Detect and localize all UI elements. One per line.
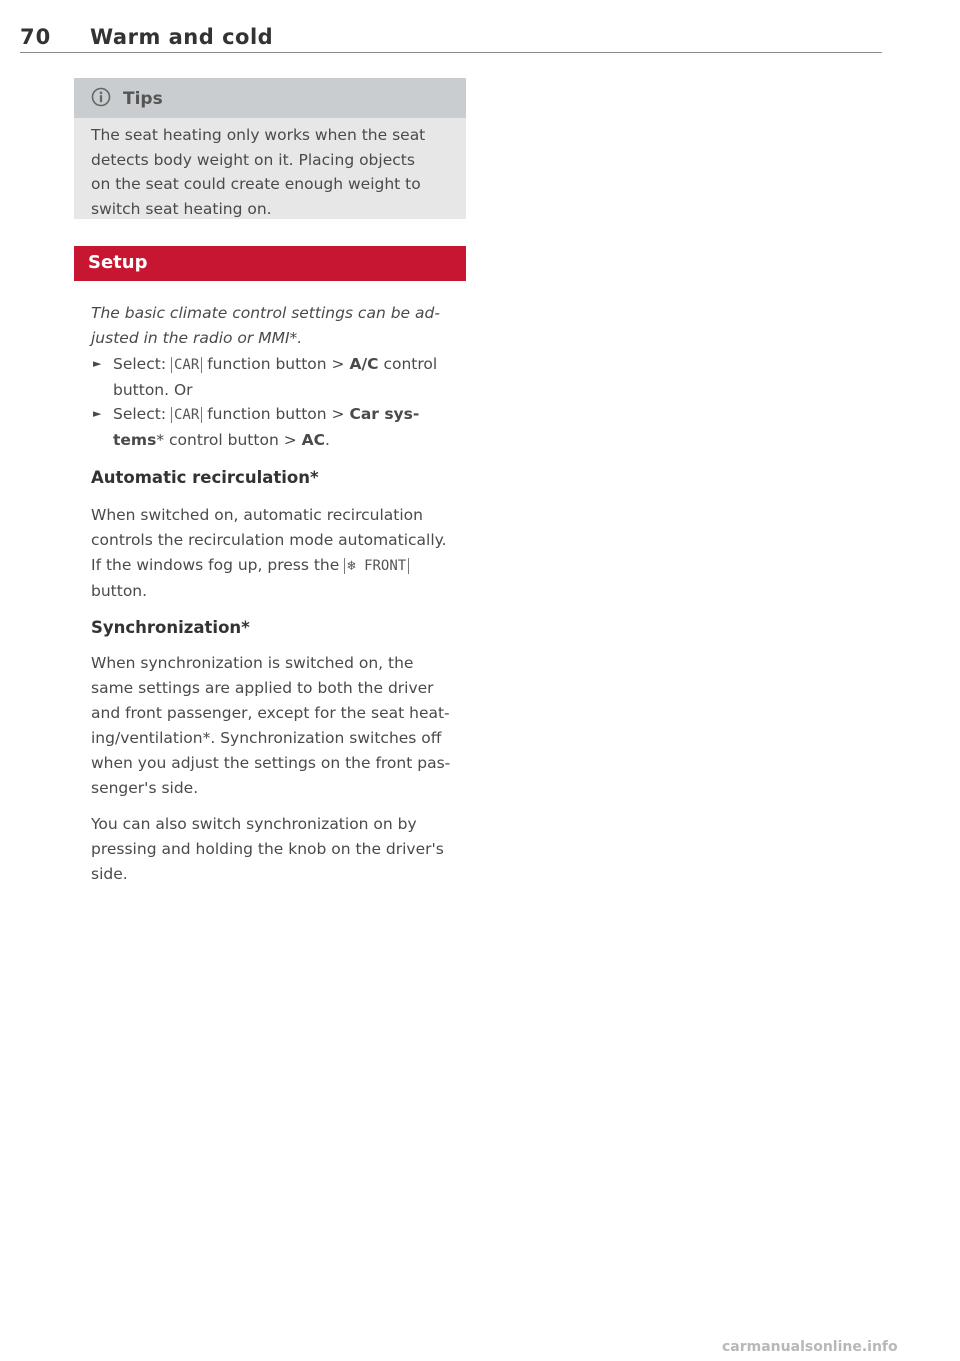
tips-text — [91, 123, 461, 221]
step-text: function button > — [207, 405, 345, 423]
text-line: You can also switch synchronization on by — [91, 815, 417, 833]
watermark: carmanualsonline.info — [722, 1339, 898, 1355]
tips-line: on the seat could create enough weight to — [91, 175, 421, 193]
recirculation-title: Automatic recirculation* — [91, 468, 319, 487]
page-number: 70 — [20, 25, 52, 49]
synchronization-title: Synchronization* — [91, 618, 250, 637]
setup-title: Setup — [88, 252, 148, 273]
text-line: When switched on, automatic recirculation — [91, 506, 423, 524]
step-bold: Car sys- — [349, 405, 420, 423]
text-line: same settings are applied to both the driver — [91, 679, 434, 697]
step-text: control — [383, 355, 438, 373]
tips-line: detects body weight on it. Placing objects — [91, 150, 415, 169]
step-1 — [91, 352, 466, 402]
recirculation-text — [91, 503, 466, 604]
text-line: If the windows fog up, press the — [91, 556, 340, 574]
step-bold: AC — [301, 430, 325, 449]
step-text: * control button > — [156, 430, 297, 449]
step-text: Select: — [113, 405, 167, 423]
tips-box — [74, 78, 466, 219]
step-text: function button > — [207, 355, 345, 373]
text-line: senger's side. — [91, 779, 199, 797]
bullet-arrow-icon: ► — [93, 407, 102, 420]
setup-heading-bar — [74, 246, 466, 281]
text-line: when you adjust the settings on the front pas- — [91, 754, 451, 772]
synchronization-text — [91, 651, 466, 801]
page-header — [20, 20, 880, 52]
text-line: and front passenger, except for the seat heat- — [91, 704, 450, 722]
setup-intro — [91, 301, 466, 351]
synchronization-text-2 — [91, 812, 466, 887]
car-key: CAR — [171, 357, 202, 373]
header-rule — [20, 52, 882, 53]
step-bold: tems — [113, 430, 157, 449]
step-text: . — [325, 430, 330, 449]
tips-header — [74, 78, 466, 118]
car-key: CAR — [171, 407, 202, 423]
setup-steps — [91, 352, 466, 452]
front-defrost-key: ❄ FRONT — [344, 558, 409, 574]
section-title: Warm and cold — [90, 25, 274, 49]
tips-label: Tips — [123, 89, 163, 109]
intro-line: justed in the radio or MMI*. — [91, 329, 303, 347]
bullet-arrow-icon: ► — [93, 357, 102, 370]
text-line: button. — [91, 582, 148, 600]
text-line: When synchronization is switched on, the — [91, 654, 414, 672]
step-text: Select: — [113, 355, 167, 373]
info-icon — [91, 87, 111, 107]
tips-line: switch seat heating on. — [91, 199, 272, 218]
step-2 — [91, 402, 466, 452]
text-line: pressing and holding the knob on the driver's — [91, 840, 444, 858]
step-text: button. Or — [113, 380, 193, 399]
text-line: ing/ventilation*. Synchronization switches off — [91, 729, 442, 747]
text-line: side. — [91, 865, 128, 883]
text-line: controls the recirculation mode automatically. — [91, 531, 447, 549]
tips-line: The seat heating only works when the seat — [91, 126, 426, 144]
intro-line: The basic climate control settings can be ad- — [91, 304, 440, 322]
step-bold: A/C — [349, 355, 379, 373]
